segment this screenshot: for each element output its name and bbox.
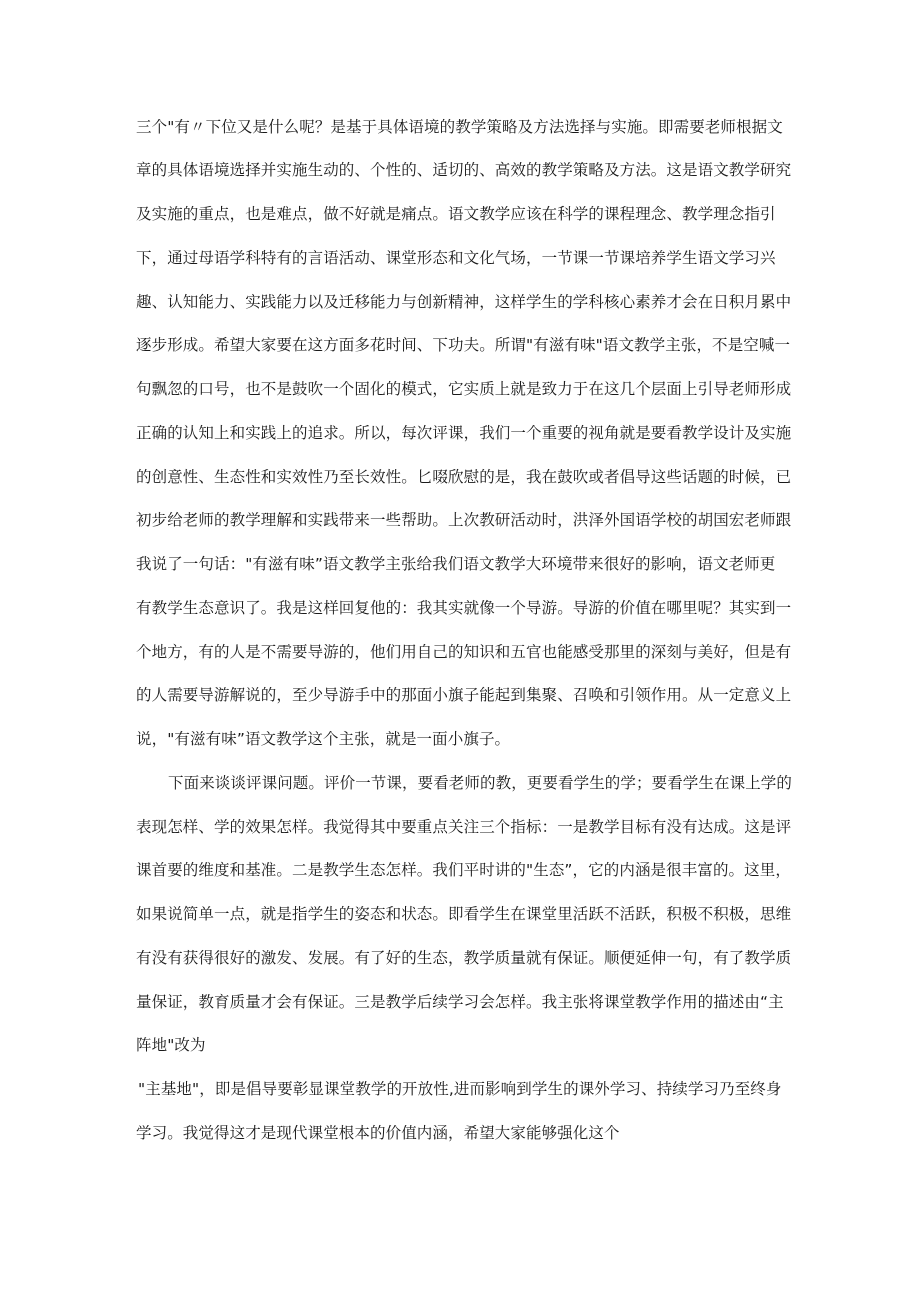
text-line: 逐步形成。希望大家要在这方面多花时间、下功夫。所谓"有滋有味"语文教学主张，不是空喊一	[136, 336, 791, 354]
text-line: 正确的认知上和实践上的追求。所以，每次评课，我们一个重要的视角就是要看教学设计及实施	[136, 424, 792, 442]
text-line: 我说了一句话："有滋有味”语文教学主张给我们语文教学大环境带来很好的影响，语文老师更	[136, 555, 776, 573]
text-line: 表现怎样、学的效果怎样。我觉得其中要重点关注三个指标：一是教学目标有没有达成。这是评	[136, 818, 792, 836]
text-line: 学习。我觉得这才是现代课堂根本的价值内涵，希望大家能够强化这个	[136, 1124, 620, 1142]
text-line: 三个"有〃下位又是什么呢？是基于具体语境的教学策略及方法选择与实施。即需要老师根据文	[136, 118, 783, 136]
text-line: 下面来谈谈评课问题。评价一节课，要看老师的教，更要看学生的学；要看学生在课上学的	[168, 774, 793, 792]
text-line: 量保证，教育质量才会有保证。三是教学后续学习会怎样。我主张将课堂教学作用的描述由“主	[136, 993, 784, 1011]
text-line: 有没有获得很好的激发、发展。有了好的生态，教学质量就有保证。顺便延伸一句，有了教学质	[136, 949, 792, 967]
text-line: 趣、认知能力、实践能力以及迁移能力与创新精神，这样学生的学科核心素养才会在日积月累中	[136, 293, 792, 311]
text-line: 如果说简单一点，就是指学生的姿态和状态。即看学生在课堂里活跃不活跃，积极不积极，思维	[136, 905, 792, 923]
text-line: 句飘忽的口号，也不是鼓吹一个固化的模式，它实质上就是致力于在这几个层面上引导老师形成	[136, 380, 792, 398]
text-line: 初步给老师的教学理解和实践带来一些帮助。上次教研活动时，洪泽外国语学校的胡国宏老师跟	[136, 511, 792, 529]
text-line: 下，通过母语学科特有的言语活动、课堂形态和文化气场，一节课一节课培养学生语文学习兴	[136, 249, 776, 267]
text-line: 章的具体语境选择并实施生动的、个性的、适切的、高效的教学策略及方法。这是语文教学研究	[136, 161, 792, 179]
text-line: 个地方，有的人是不需要导游的，他们用自己的知识和五官也能感受那里的深刻与美好，但是有	[136, 643, 792, 661]
text-line: 有教学生态意识了。我是这样回复他的：我其实就像一个导游。导游的价值在哪里呢？其实到一	[136, 599, 792, 617]
text-line: 阵地"改为	[136, 1036, 206, 1054]
text-line: "主基地"，即是倡导要彰显课堂教学的开放性,进而影响到学生的课外学习、持续学习乃至终身	[138, 1080, 782, 1098]
text-line: 说，"有滋有味”语文教学这个主张，就是一面小旗子。	[136, 730, 511, 748]
text-line: 课首要的维度和基准。二是教学生态怎样。我们平时讲的"生态”，它的内涵是很丰富的。这里，	[136, 861, 791, 879]
text-line: 及实施的重点，也是难点，做不好就是痛点。语文教学应该在科学的课程理念、教学理念指引	[136, 205, 776, 223]
text-line: 的人需要导游解说的，至少导游手中的那面小旗子能起到集聚、召唤和引领作用。从一定意义上	[136, 686, 792, 704]
text-line: 的创意性、生态性和实效性乃至长效性。匕啜欣慰的是，我在鼓吹或者倡导这些话题的时候，已	[136, 468, 792, 486]
